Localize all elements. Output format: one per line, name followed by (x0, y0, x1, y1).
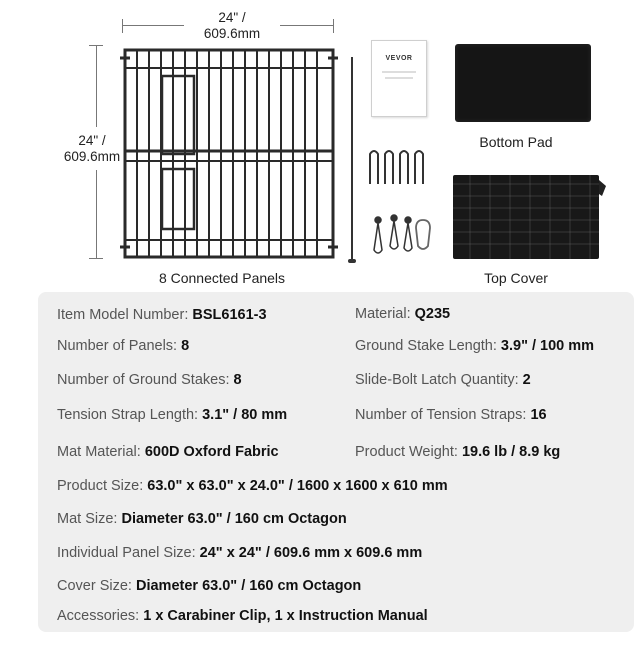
spec-product-size (57, 477, 448, 495)
spec-label: Slide-Bolt Latch Quantity: (355, 372, 523, 388)
spec-item-model-number (57, 306, 267, 324)
spec-value: 3.1" / 80 mm (202, 407, 288, 423)
width-inches: 24" / (218, 10, 246, 25)
height-dimension-line (96, 45, 97, 127)
width-dimension-line (280, 25, 334, 26)
ground-stakes-image (365, 146, 431, 186)
spec-ground-stake-length (355, 337, 594, 355)
spec-label: Material: (355, 306, 415, 322)
spec-label: Number of Panels: (57, 338, 182, 354)
spec-value: Q235 (414, 306, 451, 322)
panels-caption: 8 Connected Panels (158, 270, 286, 286)
width-mm: 609.6mm (203, 26, 261, 41)
spec-label: Mat Material: (57, 444, 145, 460)
spec-accessories (57, 607, 428, 625)
spec-value: 600D Oxford Fabric (144, 444, 279, 460)
bottom-pad-image (455, 44, 591, 122)
width-dimension-line (122, 25, 184, 26)
spec-value: 19.6 lb / 8.9 kg (461, 444, 561, 460)
spec-label: Item Model Number: (57, 307, 193, 323)
spec-label: Accessories: (57, 608, 144, 624)
spec-label: Tension Strap Length: (57, 407, 203, 423)
width-dimension-label (180, 10, 284, 42)
spec-product-weight (355, 443, 560, 461)
top-cover-caption: Top Cover (484, 270, 548, 286)
spec-number-of-tension-straps (355, 406, 547, 424)
spec-material (355, 305, 450, 323)
spec-value: 2 (522, 372, 531, 388)
spec-label: Product Size: (57, 478, 148, 494)
spec-label: Number of Tension Straps: (355, 407, 531, 423)
bottom-pad-caption: Bottom Pad (479, 134, 553, 150)
spec-number-of-ground-stakes (57, 371, 242, 389)
spec-tension-strap-length (57, 406, 287, 424)
spec-label: Ground Stake Length: (355, 338, 501, 354)
connecting-rod-image (351, 57, 353, 263)
spec-value: 8 (233, 372, 242, 388)
manual-brand-logo: VEVOR (385, 55, 413, 62)
width-dimension-line (122, 19, 123, 33)
connecting-rod-image (348, 259, 356, 263)
spec-slide-bolt-latch-quantity (355, 371, 531, 389)
width-dimension-line (333, 19, 334, 33)
height-inches: 24" / (78, 133, 106, 148)
spec-label: Number of Ground Stakes: (57, 372, 234, 388)
spec-label: Product Weight: (355, 444, 462, 460)
spec-value: 24" x 24" / 609.6 mm x 609.6 mm (199, 545, 423, 561)
spec-value: 8 (181, 338, 190, 354)
top-cover-image (450, 172, 608, 262)
height-dimension-line (89, 258, 103, 259)
spec-value: Diameter 63.0" / 160 cm Octagon (135, 578, 362, 594)
spec-label: Mat Size: (57, 511, 122, 527)
carabiner-clip-image (414, 218, 432, 252)
spec-number-of-panels (57, 337, 189, 355)
spec-value: 1 x Carabiner Clip, 1 x Instruction Manual (143, 608, 428, 624)
spec-value: 63.0" x 63.0" x 24.0" / 1600 x 1600 x 610 mm (147, 478, 448, 494)
spec-label: Individual Panel Size: (57, 545, 200, 561)
spec-label: Cover Size: (57, 578, 136, 594)
height-mm: 609.6mm (63, 149, 121, 164)
spec-mat-material (57, 443, 279, 461)
spec-mat-size (57, 510, 347, 528)
spec-value: BSL6161-3 (192, 307, 267, 323)
fence-panel-image (118, 44, 340, 266)
spec-value: 16 (530, 407, 547, 423)
instruction-manual-image (371, 40, 427, 117)
spec-cover-size (57, 577, 361, 595)
height-dimension-line (96, 170, 97, 258)
manual-text-line (385, 77, 413, 79)
spec-value: Diameter 63.0" / 160 cm Octagon (121, 511, 347, 527)
spec-value: 3.9" / 100 mm (500, 338, 595, 354)
spec-individual-panel-size (57, 544, 422, 562)
manual-text-line (382, 71, 416, 73)
